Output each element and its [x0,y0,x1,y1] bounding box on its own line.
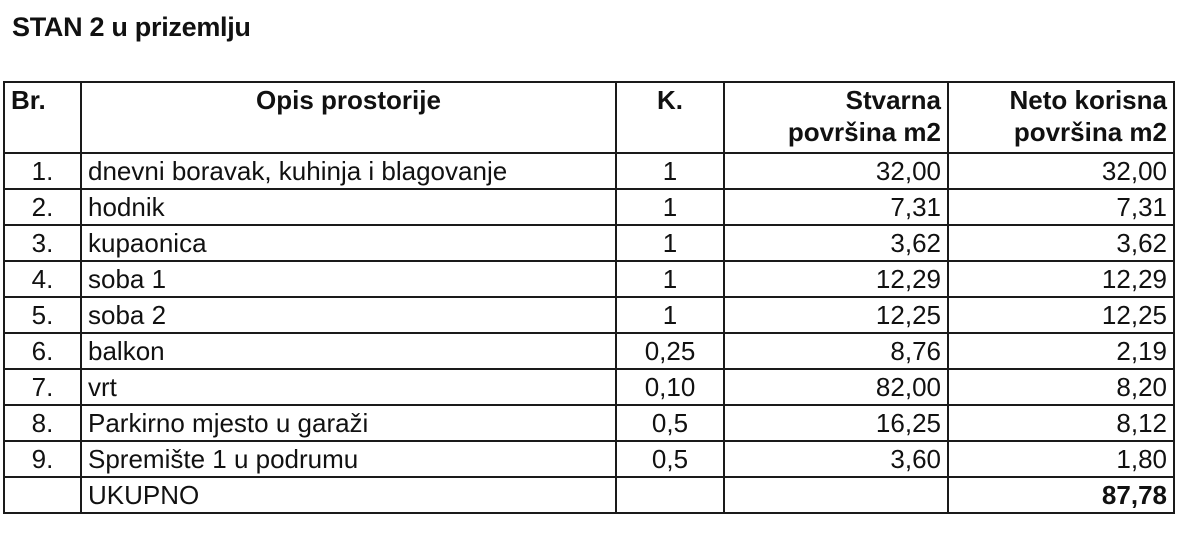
row-actual-area: 82,00 [724,369,948,405]
row-net-area: 8,12 [948,405,1174,441]
row-description: Spremište 1 u podrumu [81,441,616,477]
row-number: 5. [4,297,81,333]
total-coefficient-cell [616,477,724,513]
total-net-area: 87,78 [948,477,1174,513]
row-net-area: 12,25 [948,297,1174,333]
row-coefficient: 0,5 [616,441,724,477]
row-number: 4. [4,261,81,297]
row-number: 9. [4,441,81,477]
total-actual-area-cell [724,477,948,513]
row-coefficient: 0,10 [616,369,724,405]
total-row [4,477,1174,513]
row-number: 7. [4,369,81,405]
row-description: Parkirno mjesto u garaži [81,405,616,441]
row-number: 8. [4,405,81,441]
row-coefficient: 0,5 [616,405,724,441]
table-row [4,441,1174,477]
row-coefficient: 0,25 [616,333,724,369]
header-number: Br. [4,82,81,153]
row-actual-area: 12,29 [724,261,948,297]
table-row [4,261,1174,297]
header-net-area: Neto korisna površina m2 [948,82,1174,153]
header-coefficient: K. [616,82,724,153]
row-net-area: 12,29 [948,261,1174,297]
row-net-area: 2,19 [948,333,1174,369]
row-number: 2. [4,189,81,225]
row-net-area: 32,00 [948,153,1174,189]
table-row [4,369,1174,405]
total-label: UKUPNO [81,477,616,513]
header-description: Opis prostorije [81,82,616,153]
row-actual-area: 7,31 [724,189,948,225]
row-description: soba 1 [81,261,616,297]
row-number: 3. [4,225,81,261]
row-actual-area: 8,76 [724,333,948,369]
row-coefficient: 1 [616,297,724,333]
row-description: balkon [81,333,616,369]
total-number-cell [4,477,81,513]
table-row [4,297,1174,333]
row-net-area: 3,62 [948,225,1174,261]
row-coefficient: 1 [616,261,724,297]
rooms-table [3,81,1175,514]
row-actual-area: 3,62 [724,225,948,261]
page-title: STAN 2 u prizemlju [12,12,251,42]
table-row [4,153,1174,189]
row-net-area: 7,31 [948,189,1174,225]
header-actual-area: Stvarna površina m2 [724,82,948,153]
row-description: vrt [81,369,616,405]
row-actual-area: 3,60 [724,441,948,477]
row-actual-area: 32,00 [724,153,948,189]
row-coefficient: 1 [616,189,724,225]
table-row [4,189,1174,225]
row-description: hodnik [81,189,616,225]
row-net-area: 1,80 [948,441,1174,477]
row-net-area: 8,20 [948,369,1174,405]
table-row [4,405,1174,441]
row-number: 1. [4,153,81,189]
row-description: kupaonica [81,225,616,261]
row-description: dnevni boravak, kuhinja i blagovanje [81,153,616,189]
row-description: soba 2 [81,297,616,333]
row-coefficient: 1 [616,153,724,189]
table-row [4,225,1174,261]
row-actual-area: 12,25 [724,297,948,333]
table-row [4,333,1174,369]
table-header-row [4,82,1174,153]
row-coefficient: 1 [616,225,724,261]
row-actual-area: 16,25 [724,405,948,441]
row-number: 6. [4,333,81,369]
